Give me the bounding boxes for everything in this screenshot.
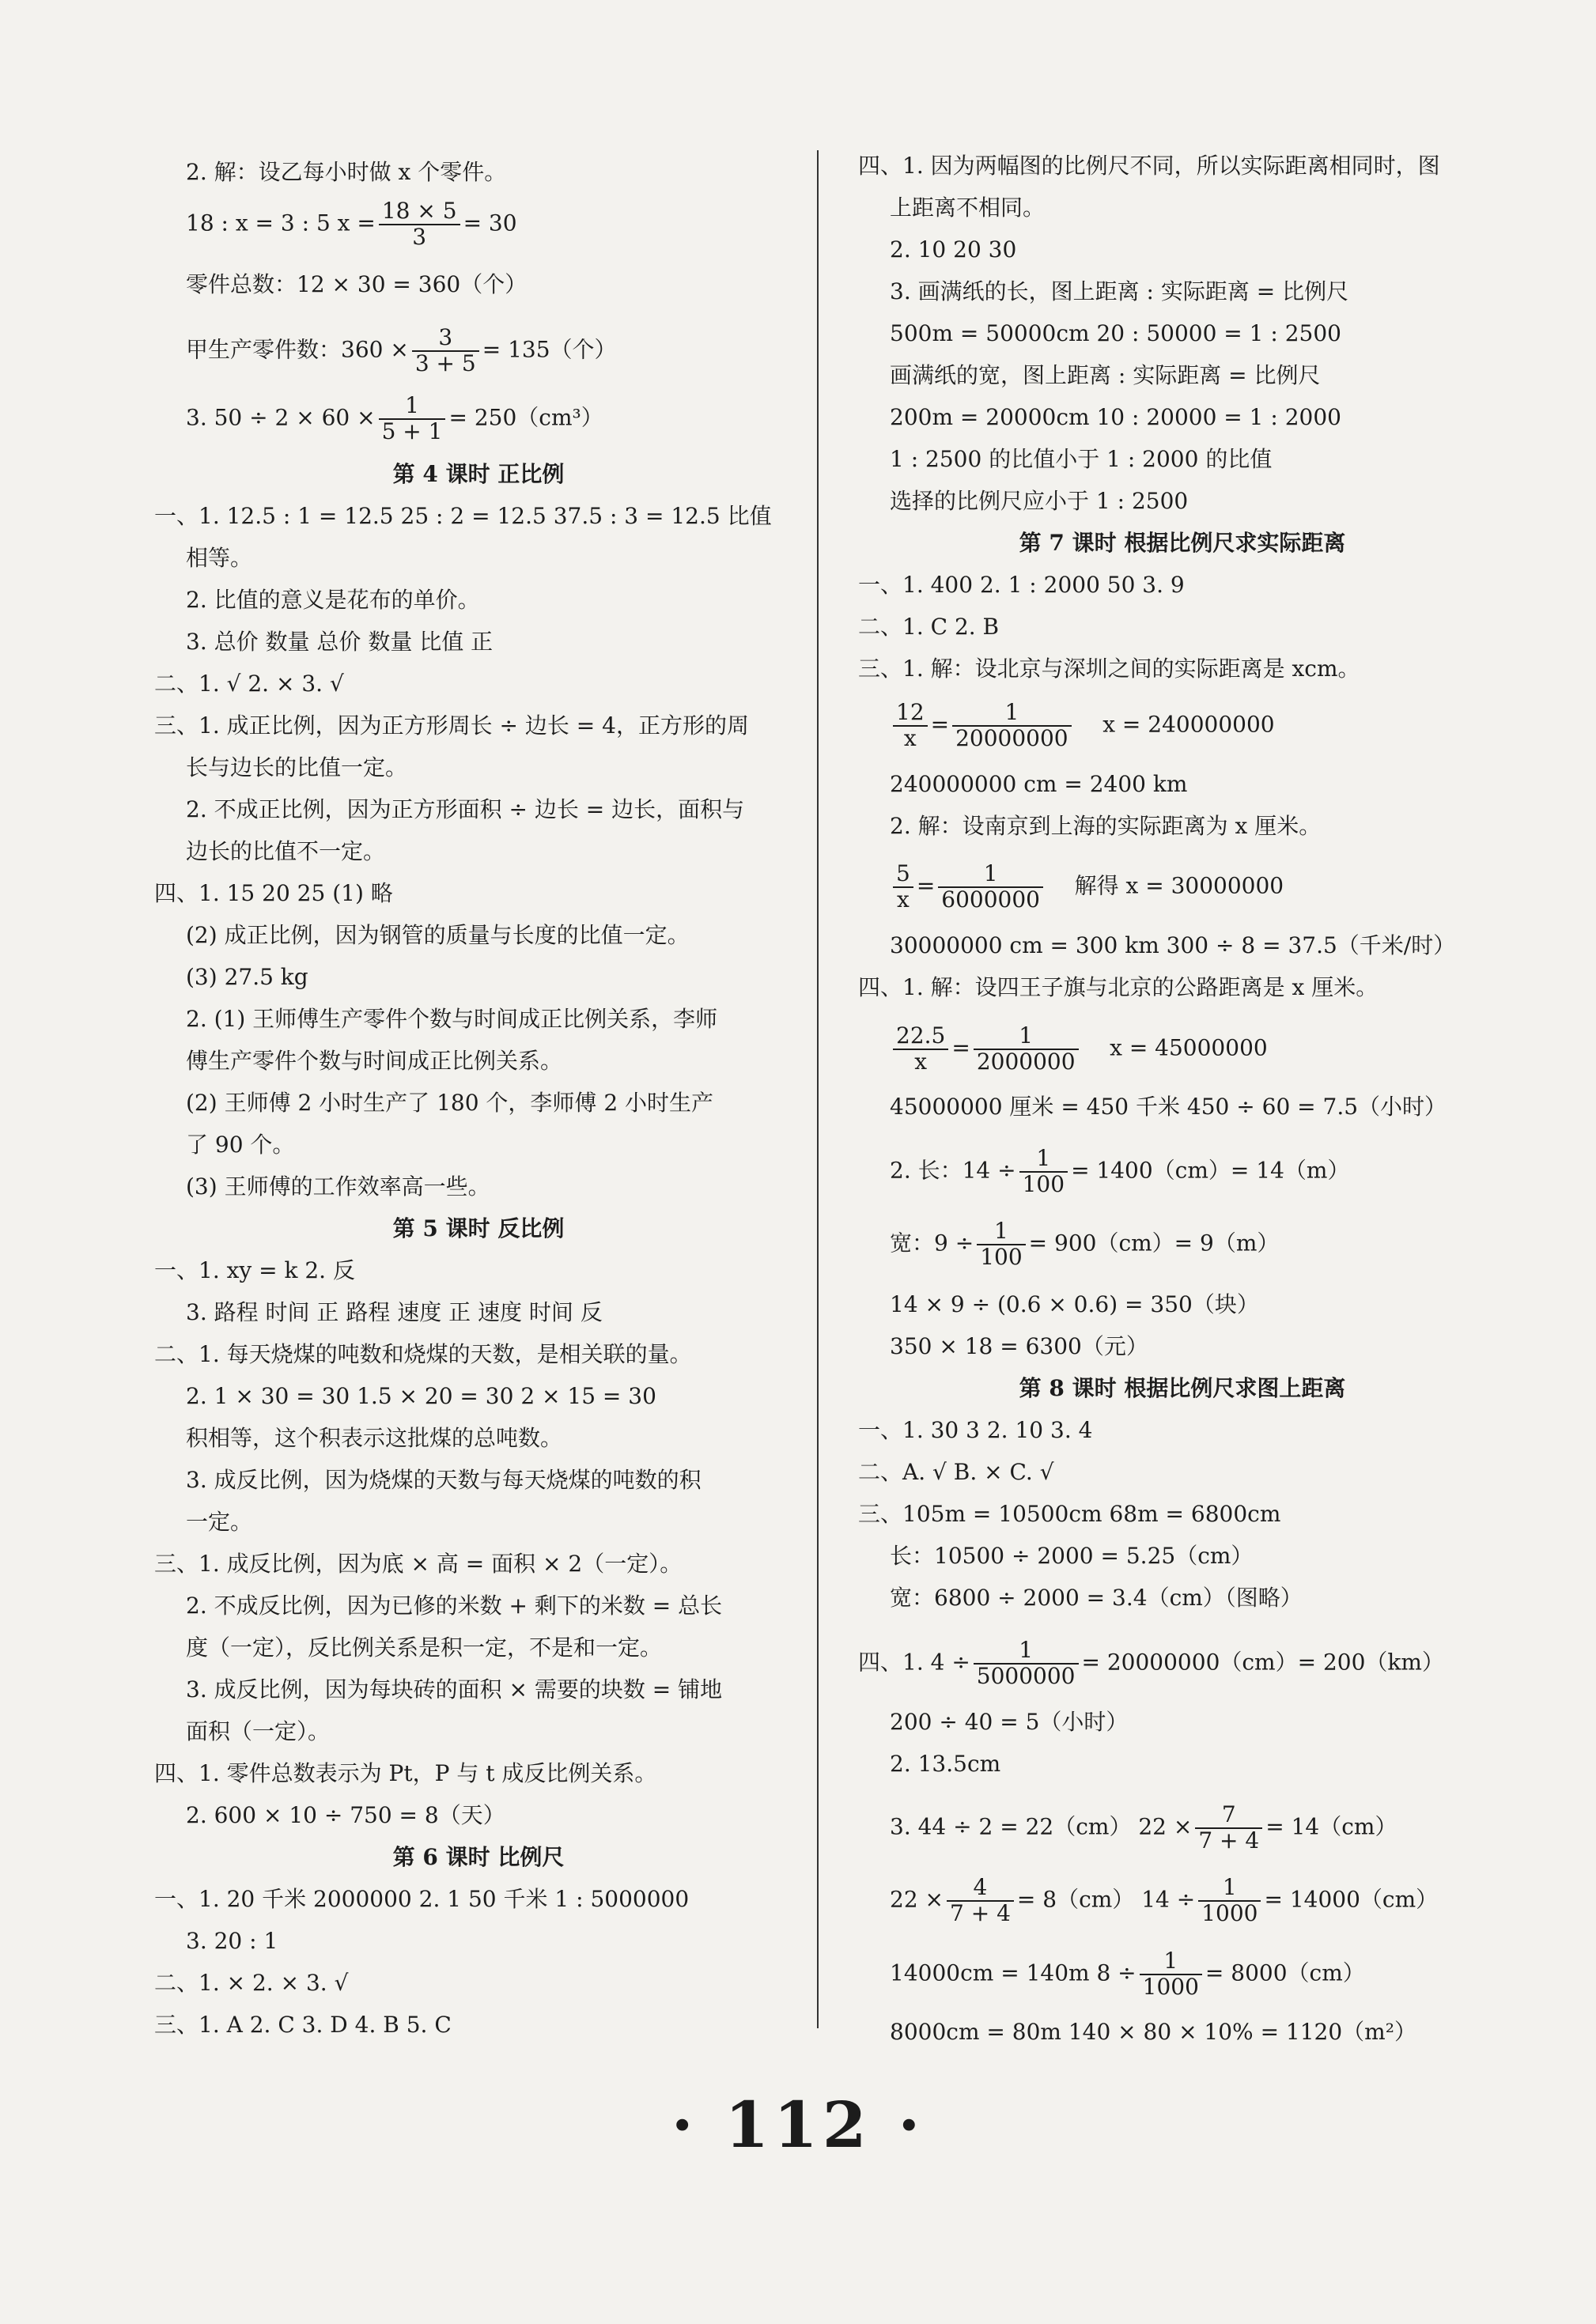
text-line: 选择的比例尺应小于 1 : 2500 [890, 488, 1189, 514]
text-line: 零件总数：12 × 30 = 360（个） [186, 271, 528, 297]
text-line: 8000cm = 80m 140 × 80 × 10% = 1120（m²） [890, 2019, 1416, 2045]
section-heading: 第 8 课时 根据比例尺求图上距离 [1019, 1375, 1346, 1401]
text-line: 一、1. 12.5 : 1 = 12.5 25 : 2 = 12.5 37.5 : 3 = 12.5 比值 [154, 503, 772, 529]
text-line: 2. 不成正比例，因为正方形面积 ÷ 边长 = 边长，面积与 [186, 796, 745, 822]
text-line: 3. 成反比例，因为每块砖的面积 × 需要的块数 = 铺地 [186, 1676, 723, 1702]
text-line: 350 × 18 = 6300（元） [890, 1333, 1148, 1359]
text-line: 30000000 cm = 300 km 300 ÷ 8 = 37.5（千米/时） [890, 932, 1456, 958]
fraction: $\frac{1}{100}$ [977, 1219, 1025, 1270]
fraction: $\frac{7}{7 + 4}$ [1195, 1803, 1262, 1854]
text-line: 500m = 50000cm 20 : 50000 = 1 : 2500 [890, 320, 1341, 346]
text-line: 边长的比值不一定。 [186, 838, 386, 864]
text-line: 3. 20 : 1 [186, 1928, 278, 1954]
equation-line: 18 : x = 3 : 5 x = $\frac{18 \times 5}{3}$ = 30 [186, 198, 517, 250]
equation-line: $\frac{22.5}{x}$ = $\frac{1}{2000000}$ x = 45000000 [890, 1024, 1268, 1075]
text-line: 四、1. 因为两幅图的比例尺不同，所以实际距离相同时，图 [858, 153, 1440, 179]
section-heading: 第 7 课时 根据比例尺求实际距离 [1019, 530, 1346, 556]
text-line: 二、A. √ B. × C. √ [858, 1459, 1054, 1485]
text-line: 二、1. × 2. × 3. √ [154, 1970, 349, 1996]
equation-line: 宽：9 ÷ $\frac{1}{100}$ = 900（cm）= 9（m） [890, 1218, 1280, 1270]
fraction: $\frac{18 \times 5}{3}$ [379, 199, 460, 250]
text-line: 二、1. C 2. B [858, 614, 1000, 640]
section-heading: 第 6 课时 比例尺 [392, 1844, 565, 1870]
fraction: $\frac{1}{5000000}$ [974, 1638, 1079, 1689]
text-line: 一定。 [186, 1509, 253, 1535]
text-line: 2. 10 20 30 [890, 236, 1017, 263]
text-line: 度（一定），反比例关系是积一定，不是和一定。 [186, 1634, 663, 1661]
text-line: 3. 路程 时间 正 路程 速度 正 速度 时间 反 [186, 1299, 603, 1325]
fraction: $\frac{5}{x}$ [893, 862, 913, 913]
text-line: 2. 不成反比例，因为已修的米数 + 剩下的米数 = 总长 [186, 1593, 723, 1619]
text-line: 2. 解：设乙每小时做 x 个零件。 [186, 159, 507, 185]
section-heading: 第 5 课时 反比例 [392, 1215, 565, 1241]
text-line: 3. 总价 数量 总价 数量 比值 正 [186, 629, 494, 655]
fraction: $\frac{1}{1000}$ [1198, 1876, 1261, 1926]
text-line: 一、1. 400 2. 1 : 2000 50 3. 9 [858, 572, 1185, 598]
text-line: 四、1. 解：设四王子旗与北京的公路距离是 x 厘米。 [858, 974, 1379, 1000]
text-line: 二、1. √ 2. × 3. √ [154, 671, 344, 697]
text-line: 四、1. 15 20 25 (1) 略 [154, 880, 393, 906]
fraction: $\frac{1}{6000000}$ [938, 862, 1043, 913]
fraction: $\frac{4}{7 + 4}$ [947, 1876, 1014, 1926]
text-line: 三、105m = 10500cm 68m = 6800cm [858, 1501, 1281, 1527]
fraction: $\frac{1}{1000}$ [1140, 1949, 1202, 2000]
text-line: 14 × 9 ÷ (0.6 × 0.6) = 350（块） [890, 1291, 1259, 1317]
text-line: 3. 画满纸的长，图上距离 : 实际距离 = 比例尺 [890, 278, 1349, 304]
column-divider [817, 150, 819, 2028]
text-line: 三、1. 解：设北京与深圳之间的实际距离是 xcm。 [858, 656, 1360, 682]
text-line: 上距离不相同。 [890, 195, 1046, 221]
text-line: 2. 比值的意义是花布的单价。 [186, 587, 480, 613]
text-line: (2) 王师傅 2 小时生产了 180 个，李师傅 2 小时生产 [186, 1090, 714, 1116]
text-line: 一、1. 30 3 2. 10 3. 4 [858, 1417, 1093, 1443]
fraction: $\frac{22.5}{x}$ [893, 1024, 948, 1075]
text-line: 傅生产零件个数与时间成正比例关系。 [186, 1048, 563, 1074]
text-line: 积相等，这个积表示这批煤的总吨数。 [186, 1425, 563, 1451]
text-line: 三、1. 成反比例，因为底 × 高 = 面积 × 2（一定）。 [154, 1551, 683, 1577]
text-line: 二、1. 每天烧煤的吨数和烧煤的天数，是相关联的量。 [154, 1341, 692, 1367]
text-line: 一、1. 20 千米 2000000 2. 1 50 千米 1 : 5000000 [154, 1886, 690, 1912]
equation-line: 3. 50 ÷ 2 × 60 × $\frac{1}{5 + 1}$ = 250（cm³） [186, 392, 603, 444]
equation-line: 14000cm = 140m 8 ÷ $\frac{1}{1000}$ = 8000（cm） [890, 1948, 1365, 2000]
text-line: 240000000 cm = 2400 km [890, 771, 1188, 797]
fraction: $\frac{1}{20000000}$ [952, 701, 1072, 751]
text-line: 2. 解：设南京到上海的实际距离为 x 厘米。 [890, 813, 1322, 839]
fraction: $\frac{1}{100}$ [1019, 1147, 1068, 1197]
text-line: 2. (1) 王师傅生产零件个数与时间成正比例关系，李师 [186, 1006, 718, 1032]
text-line: (2) 成正比例，因为钢管的质量与长度的比值一定。 [186, 922, 690, 948]
page-number: · 112 · [671, 2088, 925, 2162]
text-line: 1 : 2500 的比值小于 1 : 2000 的比值 [890, 446, 1273, 472]
text-line: (3) 王师傅的工作效率高一些。 [186, 1173, 490, 1200]
text-line: 200m = 20000cm 10 : 20000 = 1 : 2000 [890, 404, 1341, 430]
text-line: 2. 600 × 10 ÷ 750 = 8（天） [186, 1802, 505, 1828]
text-line: 面积（一定）。 [186, 1718, 331, 1744]
equation-line: $\frac{5}{x}$ = $\frac{1}{6000000}$ 解得 x = 30000000 [890, 862, 1284, 913]
text-line: 三、1. A 2. C 3. D 4. B 5. C [154, 2012, 452, 2038]
equation-line: $\frac{12}{x}$ = $\frac{1}{20000000}$ x = 240000000 [890, 701, 1275, 751]
equation-line: 四、1. 4 ÷ $\frac{1}{5000000}$ = 20000000（cm）= 200（km） [858, 1637, 1444, 1689]
text-line: 2. 1 × 30 = 30 1.5 × 20 = 30 2 × 15 = 30 [186, 1383, 656, 1409]
fraction: $\frac{3}{3 + 5}$ [412, 326, 479, 376]
text-line: 长：10500 ÷ 2000 = 5.25（cm） [890, 1543, 1254, 1569]
fraction: $\frac{12}{x}$ [893, 701, 928, 751]
equation-line: 3. 44 ÷ 2 = 22（cm） 22 × $\frac{7}{7 + 4}$ = 14（cm） [890, 1801, 1397, 1854]
section-heading: 第 4 课时 正比例 [392, 461, 565, 487]
text-line: 45000000 厘米 = 450 千米 450 ÷ 60 = 7.5（小时） [890, 1094, 1447, 1120]
fraction: $\frac{1}{2000000}$ [974, 1024, 1079, 1075]
text-line: 相等。 [186, 545, 253, 571]
text-line: 一、1. xy = k 2. 反 [154, 1257, 355, 1283]
text-line: 长与边长的比值一定。 [186, 754, 408, 780]
fraction: $\frac{1}{5 + 1}$ [379, 394, 446, 444]
text-line: (3) 27.5 kg [186, 964, 308, 990]
equation-line: 2. 长：14 ÷ $\frac{1}{100}$ = 1400（cm）= 14（m） [890, 1145, 1350, 1197]
text-line: 3. 成反比例，因为烧煤的天数与每天烧煤的吨数的积 [186, 1467, 702, 1493]
text-line: 了 90 个。 [186, 1132, 295, 1158]
text-line: 四、1. 零件总数表示为 Pt，P 与 t 成反比例关系。 [154, 1760, 657, 1786]
equation-line: 甲生产零件数：360 × $\frac{3}{3 + 5}$ = 135（个） [186, 324, 617, 376]
text-line: 2. 13.5cm [890, 1751, 1001, 1777]
equation-line: 22 × $\frac{4}{7 + 4}$ = 8（cm） 14 ÷ $\frac{1}{1000}$ = 14000（cm） [890, 1874, 1439, 1926]
text-line: 200 ÷ 40 = 5（小时） [890, 1709, 1129, 1735]
text-line: 画满纸的宽，图上距离 : 实际距离 = 比例尺 [890, 362, 1321, 388]
text-line: 宽：6800 ÷ 2000 = 3.4（cm）（图略） [890, 1585, 1303, 1611]
text-line: 三、1. 成正比例，因为正方形周长 ÷ 边长 = 4，正方形的周 [154, 712, 749, 739]
